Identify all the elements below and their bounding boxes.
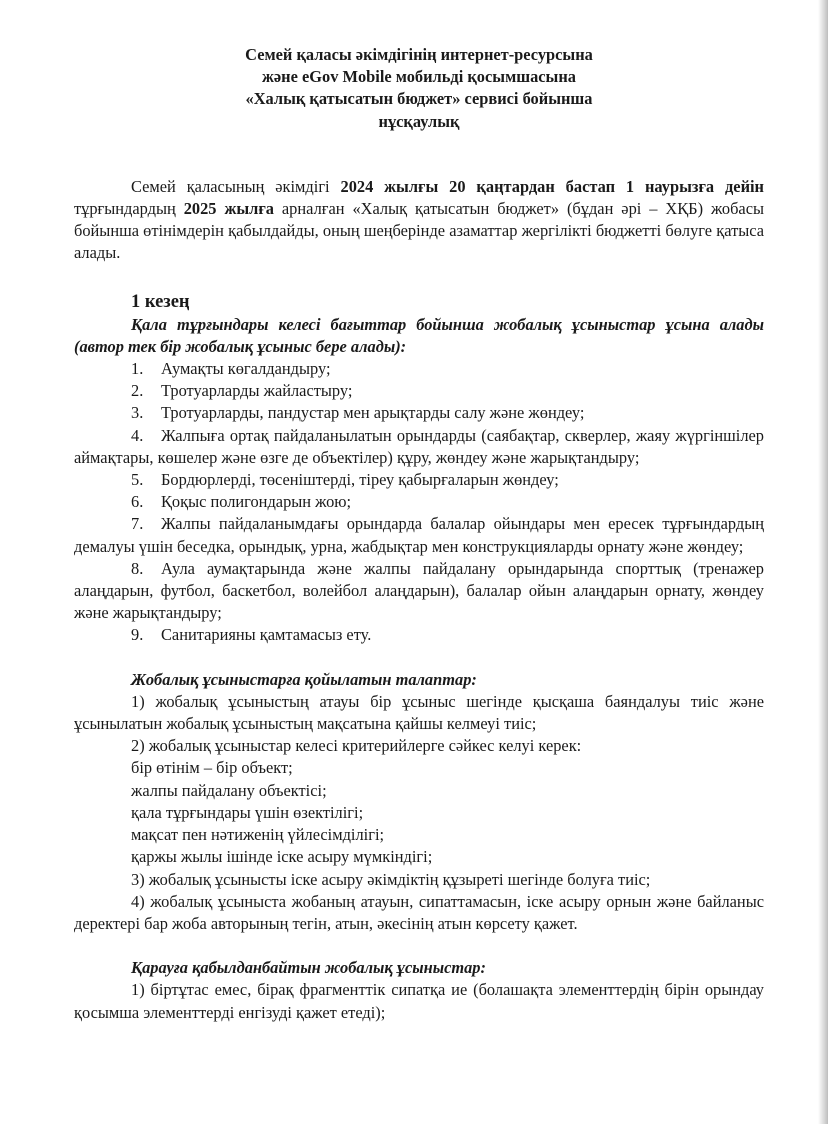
list-item-text: Қоқыс полигондарын жою; <box>161 492 352 512</box>
list-item <box>74 402 764 424</box>
requirement-item: 2) жобалық ұсыныстар келесі критерийлерге сәйкес келуі керек: <box>131 736 582 756</box>
title-line: «Халық қатысатын бюджет» сервисі бойынша <box>245 89 593 109</box>
intro-text: арналған «Халық қатысатын бюджет» (бұдан әрі – ХҚБ) жобасы бойынша өтінімдерін қабылдайды, оның шеңберінде азаматтар жергілікті бюджетті бөлуге қатыса алады. <box>74 199 764 263</box>
list-item-text: Тротуарларды, пандустар мен арықтарды салу және жөндеу; <box>161 403 585 423</box>
list-item-number: 6. <box>131 492 144 512</box>
list-item-number: 7. <box>131 514 144 534</box>
directions-list <box>74 358 764 647</box>
criterion-item: қала тұрғындары үшін өзектілігі; <box>131 802 364 822</box>
criterion-item: қаржы жылы ішінде іске асыру мүмкіндігі; <box>131 847 433 867</box>
list-item-number: 5. <box>131 470 144 490</box>
list-item-text: Санитарияны қамтамасыз ету. <box>161 625 372 645</box>
rejected-item: 1) біртұтас емес, бірақ фрагменттік сипатқа ие (болашақта элементтердің бірін орындау қосымша элементтерді енгізуді қажет етеді); <box>74 980 764 1022</box>
list-item <box>74 491 764 513</box>
criterion-item: бір өтінім – бір объект; <box>131 758 293 778</box>
list-item <box>74 358 764 380</box>
list-item <box>74 380 764 402</box>
criterion-item: жалпы пайдалану объектісі; <box>131 780 327 800</box>
stage-heading: 1 кезең <box>131 291 190 312</box>
list-item <box>74 513 764 557</box>
list-item-text: Бордюрлерді, төсеніштерді, тіреу қабырғаларын жөндеу; <box>161 470 559 490</box>
requirement-item: 3) жобалық ұсынысты іске асыру әкімдіктің құзыреті шегінде болуға тиіс; <box>131 869 651 889</box>
list-item-number: 9. <box>131 625 144 645</box>
intro-text: Семей қаласының әкімдігі <box>131 176 341 196</box>
list-item-number: 3. <box>131 403 144 423</box>
list-item-number: 4. <box>131 425 144 445</box>
requirement-item: 1) жобалық ұсыныстың атауы бір ұсыныс шегінде қысқаша баяндалуы тиіс және ұсынылатын жобалық ұсыныстың мақсатына қайшы келмеуі тиіс; <box>74 691 764 734</box>
stage-subheading: Қала тұрғындары келесі бағыттар бойынша жобалық ұсыныстар ұсына алады (автор тек бір жобалық ұсыныс бере алады): <box>74 314 764 356</box>
list-item-text: Тротуарларды жайластыру; <box>161 381 353 401</box>
list-item-number: 8. <box>131 558 144 578</box>
criterion-item: мақсат пен нәтиженің үйлесімділігі; <box>131 825 385 845</box>
list-item-number: 2. <box>131 381 144 401</box>
intro-text: тұрғындардың <box>74 199 184 219</box>
intro-year: 2025 жылға <box>183 199 274 219</box>
document-page <box>74 44 764 1024</box>
list-item-number: 1. <box>131 359 144 379</box>
list-item-text: Жалпы пайдаланымдағы орындарда балалар ойындары мен ересек тұрғындардың демалуы үшін беседка, орындық, урна, жабдықтар мен конструкцияларды орнату және жөндеу; <box>74 514 764 556</box>
requirements-heading: Жобалық ұсыныстарға қойылатын талаптар: <box>131 669 477 689</box>
title-line: нұсқаулық <box>378 111 460 131</box>
list-item-text: Жалпыға ортақ пайдаланылатын орындарды (саябақтар, скверлер, жаяу жүргіншілер аймақтары, көшелер және өзге де объектілер) құру, жөндеу және жарықтандыру; <box>74 425 764 467</box>
list-item <box>74 558 764 625</box>
list-item <box>74 624 764 646</box>
page-edge-shadow <box>818 0 828 1124</box>
rejected-heading: Қарауға қабылданбайтын жобалық ұсыныстар: <box>131 958 486 978</box>
list-item <box>74 469 764 491</box>
list-item-text: Аумақты көгалдандыру; <box>161 359 331 379</box>
document-title <box>74 44 764 133</box>
title-line: және eGov Mobile мобильді қосымшасына <box>262 67 576 87</box>
list-item <box>74 425 764 469</box>
intro-paragraph <box>74 176 764 265</box>
title-line: Семей қаласы әкімдігінің интернет-ресурсына <box>245 45 593 64</box>
requirement-item: 4) жобалық ұсыныста жобаның атауын, сипаттамасын, іске асыру орнын және байланыс деректері бар жоба авторының тегін, атын, әкесінің атын көрсету қажет. <box>74 891 764 933</box>
list-item-text: Аула аумақтарында және жалпы пайдалану орындарында спорттық (тренажер алаңдарын, футбол, баскетбол, волейбол алаңдарын), балалар ойын алаңдарын орнату, жөндеу және жарықтандыру; <box>74 558 764 623</box>
intro-period: 2024 жылғы 20 қаңтардан бастап 1 наурызға дейін <box>340 176 765 196</box>
